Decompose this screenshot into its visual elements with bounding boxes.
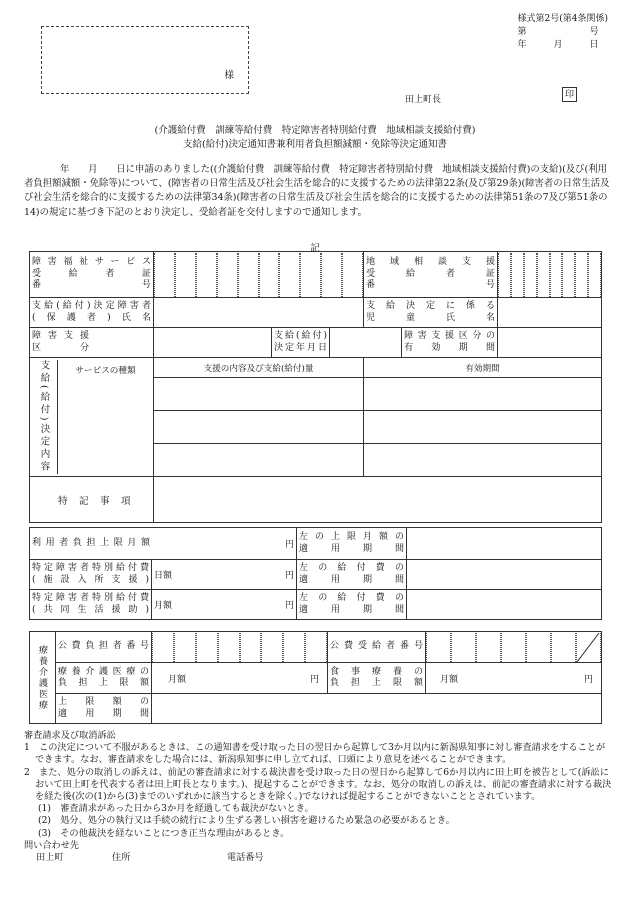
facility-amount[interactable]: 日額 円 <box>152 560 297 590</box>
meal-limit-amount[interactable]: 月額 円 <box>426 663 602 694</box>
form-number: 様式第2号(第4条関係) <box>517 14 608 24</box>
group-period-label: 左の給付費の 適 用 期 間 <box>297 590 407 620</box>
facility-period-label: 左の給付費の 適 用 期 間 <box>297 560 407 590</box>
medical-table <box>29 631 602 724</box>
contact-address: 住所 <box>111 852 131 864</box>
upper-limit-label: 利用者負担上限月額 <box>32 537 150 548</box>
period-row-1[interactable] <box>364 378 602 411</box>
payer-number-field[interactable] <box>152 632 328 663</box>
recipient-address-box <box>41 26 249 94</box>
cert-number-field[interactable] <box>154 252 364 298</box>
upper-limit-yen: 円 <box>285 540 295 550</box>
validity-period-label: 障害支援区分の 有 効 期 間 <box>402 328 498 358</box>
slash-mark <box>577 633 600 662</box>
recipient-suffix: 様 <box>224 70 234 81</box>
form-identifier <box>518 13 608 52</box>
burden-table <box>29 527 602 620</box>
note-2-sub-3: (3) その他裁決を経ないことにつき正当な理由があるとき。 <box>38 827 290 839</box>
limit-period-field[interactable] <box>152 694 602 724</box>
limit-period-label: 上 限 額 の 適 用 期 間 <box>56 694 152 724</box>
guardian-name-field[interactable] <box>154 298 364 328</box>
guardian-name-label: 支給(給付)決定障害者 (保護者)氏名 <box>30 298 154 328</box>
upper-period-field[interactable] <box>407 528 602 560</box>
note-2: 2 また、処分の取消しの訴えは、前記の審査請求に対する裁決書を受け取った日の翌日から起算して6か月以内に田上町を被告として(訴訟において田上町を代表する者は田上町長となります。)、提起することができます。なお、処分の取消しの訴えは、前記の審査請求に対する裁決を経た後(次の(1)から(3)までのいずれかに該当するときを除く。)でなければ提起することができないこととされています。 <box>24 766 612 803</box>
decision-date-label: 支給(給付) 決定年月日 <box>272 328 330 358</box>
period-row-2[interactable] <box>364 411 602 444</box>
group-label: 特定障害者特別給付費 (共同生活援助) <box>30 590 152 620</box>
group-period-field[interactable] <box>407 590 602 620</box>
upper-period-label: 左の上限月額の 適 用 期 間 <box>297 528 407 560</box>
decision-table <box>29 251 602 523</box>
appeal-notes <box>24 730 614 864</box>
medical-vertical-label: 療養介護医療 <box>30 632 56 724</box>
period-header: 有効期間 <box>364 358 602 378</box>
contact-row <box>24 852 614 864</box>
upper-limit-cell <box>30 528 297 560</box>
official-seal: 印 <box>562 87 577 102</box>
recipient-number-field[interactable] <box>426 632 602 663</box>
doc-title-line2: 支給(給付)決定通知書兼利用者負担額減額・免除等決定通知書 <box>183 139 447 150</box>
contact-town: 田上町 <box>36 852 64 864</box>
amount-header: 支援の内容及び支給(給付)量 <box>154 358 364 378</box>
child-name-label: 支給決定に係る 児 童 氏 名 <box>364 298 498 328</box>
facility-label: 特定障害者特別給付費 (施設入所支援) <box>30 560 152 590</box>
care-limit-amount[interactable]: 月額 円 <box>152 663 328 694</box>
issue-date: 年 月 日 <box>517 40 599 50</box>
note-1: 1 この決定について不服があるときは、この通知書を受け取った日の翌日から起算して3か月以内に新潟県知事に対し審査請求をすることができます。なお、審査請求をした場合には、新潟県知事に申し立てれば、口頭により意見を述べることができます。 <box>24 742 606 766</box>
ki-marker: 記 <box>310 243 320 254</box>
document-number: 第 号 <box>517 27 599 37</box>
chiiki-cert-label: 地域相談支援 受 給 者 証 番 号 <box>364 252 498 298</box>
care-limit-label: 療養介護医療の 負担上限額 <box>56 663 152 694</box>
meal-limit-label: 食事療養の 負担上限額 <box>328 663 426 694</box>
amount-row-2[interactable] <box>154 411 364 444</box>
chiiki-cert-field[interactable] <box>498 252 602 298</box>
validity-period-field[interactable] <box>498 328 602 358</box>
content-section <box>30 358 154 477</box>
amount-row-1[interactable] <box>154 378 364 411</box>
decision-date-field[interactable] <box>330 328 402 358</box>
note-2-sub-2: (2) 処分、処分の執行又は手続の続行により生ずる著しい損害を避けるため緊急の必要があるとき。 <box>38 815 455 827</box>
support-class-label: 障害支援 区 分 <box>30 328 154 358</box>
support-class-field[interactable] <box>154 328 272 358</box>
note-2-sub-1: (1) 審査請求があった日から3か月を経過しても裁決がないとき。 <box>38 803 314 815</box>
child-name-field[interactable] <box>498 298 602 328</box>
doc-title-line1: (介護給付費 訓練等給付費 特定障害者特別給付費 地域相談支援給付費) <box>154 125 476 136</box>
issuer-name: 田上町長 <box>405 95 442 105</box>
contact-heading: 問い合わせ先 <box>24 839 80 851</box>
body-text: 年 月 日に申請のありました((介護給付費 訓練等給付費 特定障害者特別給付費 地域相談支援給付費)の支給)(及び(利用者負担額減額・免除等)について、(障害者の日常生活及び社会生活を総合的に支援するための法律第22条(及び第29条)(障害者の日常生活及び社会生活を総合的に支援するための法律第34条)(障害者の日常生活及び社会生活を総合的に支援するための法律第51条の7及び第51条の14)の規定に基づき下記のとおり決定し、受給者証を交付しますので通知します。 <box>24 164 610 218</box>
cert-number-label: 障害福祉サービス 受 給 者 証 番 号 <box>30 252 154 298</box>
payer-number-label: 公費負担者番号 <box>56 632 152 663</box>
facility-period-field[interactable] <box>407 560 602 590</box>
notes-heading: 審査請求及び取消訴訟 <box>24 730 116 741</box>
period-row-3[interactable] <box>364 444 602 477</box>
service-type-header: サービスの種類 <box>75 366 136 377</box>
contact-phone: 電話番号 <box>226 852 264 864</box>
group-amount[interactable]: 月額 円 <box>152 590 297 620</box>
recipient-number-label: 公費受給者番号 <box>328 632 426 663</box>
remarks-field[interactable] <box>154 477 602 523</box>
remarks-cell <box>30 477 154 523</box>
remarks-label: 特 記 事 項 <box>58 495 132 507</box>
amount-row-3[interactable] <box>154 444 364 477</box>
content-vertical-label: 支給(給付)決定内容 <box>30 360 58 473</box>
